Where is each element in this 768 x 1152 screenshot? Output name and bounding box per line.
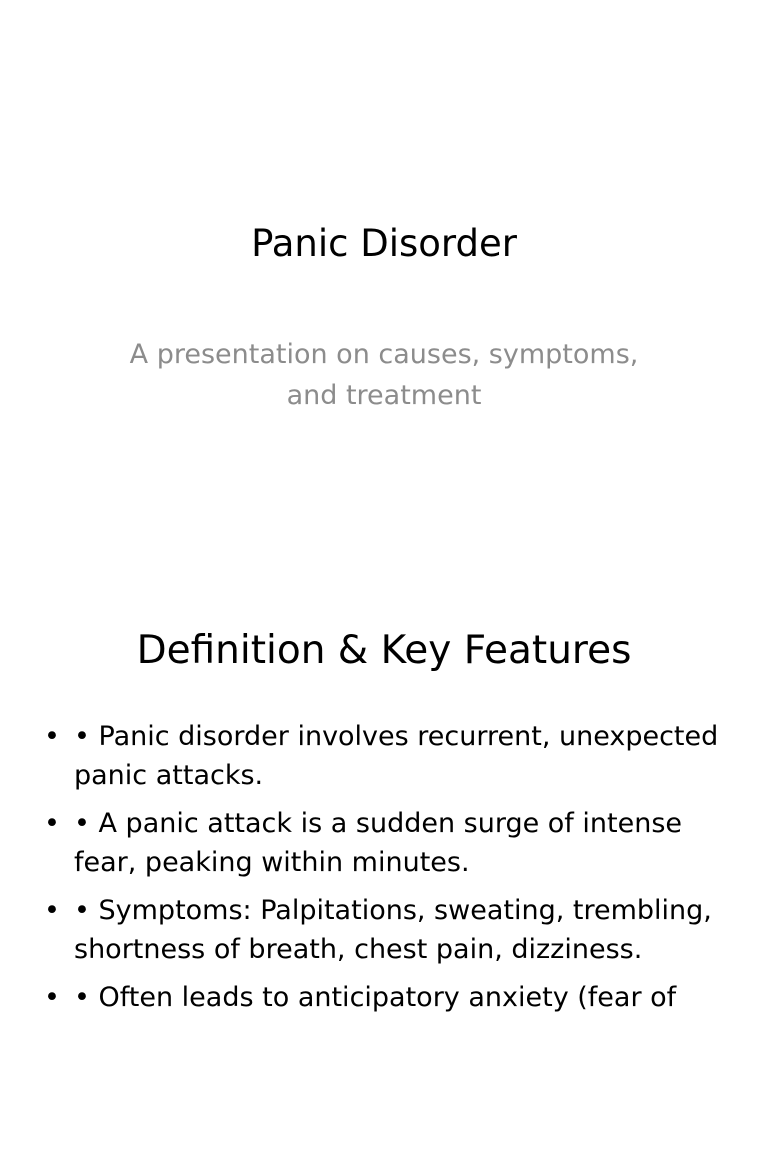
- list-item: [44, 978, 734, 1017]
- bullet-text: • Symptoms: Palpitations, sweating, trembling, shortness of breath, chest pain, dizziness.: [74, 895, 712, 965]
- bullet-dot-icon: •: [44, 895, 60, 926]
- list-item: [44, 891, 734, 969]
- bullet-text: • A panic attack is a sudden surge of intense fear, peaking within minutes.: [74, 808, 683, 878]
- list-item: [44, 717, 734, 795]
- list-item: [44, 804, 734, 882]
- slide-heading: Definition & Key Features: [136, 628, 632, 673]
- bullet-text: • Often leads to anticipatory anxiety (fear of: [74, 982, 677, 1013]
- presentation-subtitle: A presentation on causes, symptoms, and treatment: [129, 339, 639, 411]
- bullet-list: [44, 717, 734, 1026]
- bullet-dot-icon: •: [44, 808, 60, 839]
- bullet-text: • Panic disorder involves recurrent, unexpected panic attacks.: [74, 721, 719, 791]
- bullet-dot-icon: •: [44, 721, 60, 752]
- presentation-title: Panic Disorder: [251, 222, 517, 265]
- bullet-dot-icon: •: [44, 982, 60, 1013]
- slide-definition: [0, 576, 768, 1152]
